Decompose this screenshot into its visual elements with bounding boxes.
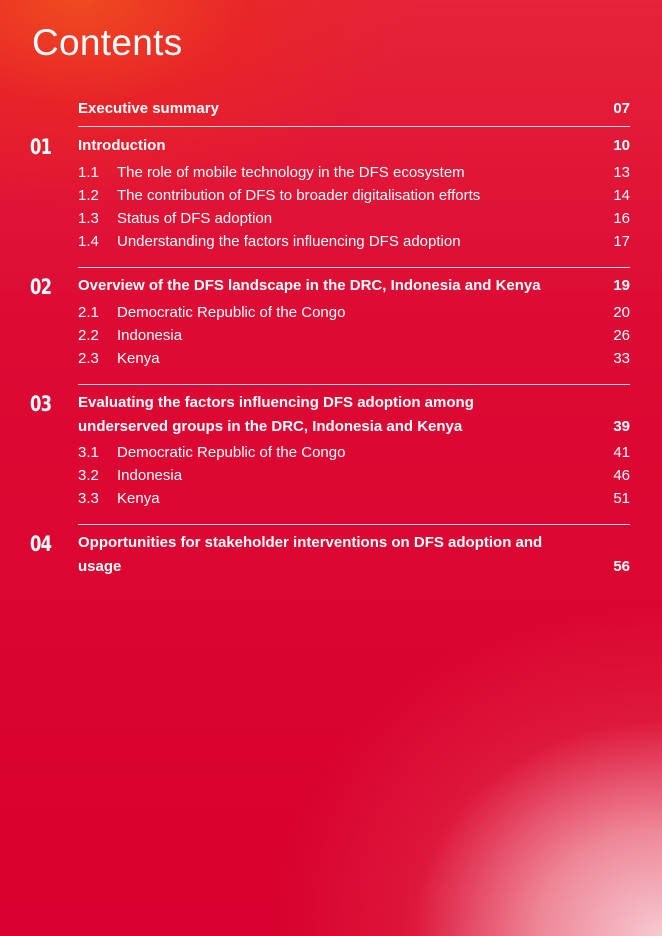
item-number: 2.2 <box>78 327 99 344</box>
page-title: Contents <box>32 22 183 63</box>
item-number: 1.3 <box>78 210 99 227</box>
item-number: 1.2 <box>78 187 99 204</box>
toc-section-heading[interactable] <box>78 391 630 439</box>
toc-item[interactable] <box>78 327 630 350</box>
section-page: 39 <box>613 418 630 435</box>
item-number: 2.1 <box>78 304 99 321</box>
toc-item[interactable] <box>78 467 630 490</box>
item-title: Indonesia <box>117 467 183 484</box>
divider <box>78 384 630 385</box>
toc-item[interactable] <box>78 304 630 327</box>
item-number: 3.2 <box>78 467 99 484</box>
section-page: 10 <box>613 137 630 154</box>
toc-item[interactable] <box>78 233 630 256</box>
divider <box>78 267 630 268</box>
item-number: 1.4 <box>78 233 99 250</box>
toc-section-heading[interactable] <box>78 274 630 298</box>
entry-page: 07 <box>613 100 630 117</box>
item-page: 33 <box>613 350 630 367</box>
section-title: Evaluating the factors influencing DFS adoption among underserved groups in the DRC, Indonesia and Kenya <box>78 394 474 435</box>
item-number: 3.1 <box>78 444 99 461</box>
item-number: 2.3 <box>78 350 99 367</box>
item-page: 17 <box>613 233 630 250</box>
item-title: Democratic Republic of the Congo <box>117 304 346 321</box>
toc-section-heading[interactable] <box>78 531 630 579</box>
toc-items-03 <box>78 444 630 513</box>
item-title: The contribution of DFS to broader digitalisation efforts <box>117 187 481 204</box>
toc-items-01 <box>78 164 630 256</box>
item-title: The role of mobile technology in the DFS ecosystem <box>117 164 465 181</box>
item-page: 20 <box>613 304 630 321</box>
entry-title: Executive summary <box>78 100 219 117</box>
item-page: 13 <box>613 164 630 181</box>
divider <box>78 524 630 525</box>
section-number: 02 <box>30 275 52 299</box>
section-title: Introduction <box>78 137 166 154</box>
item-page: 26 <box>613 327 630 344</box>
toc-item[interactable] <box>78 444 630 467</box>
toc-item[interactable] <box>78 187 630 210</box>
item-page: 41 <box>613 444 630 461</box>
toc-item[interactable] <box>78 350 630 373</box>
toc-item[interactable] <box>78 164 630 187</box>
item-title: Indonesia <box>117 327 183 344</box>
section-title: Opportunities for stakeholder interventions on DFS adoption and usage <box>78 534 543 575</box>
item-page: 14 <box>613 187 630 204</box>
item-title: Kenya <box>117 350 160 367</box>
item-page: 46 <box>613 467 630 484</box>
section-page: 56 <box>613 558 630 575</box>
item-number: 3.3 <box>78 490 99 507</box>
section-number: 01 <box>30 135 52 159</box>
item-title: Understanding the factors influencing DFS adoption <box>117 233 461 250</box>
item-title: Kenya <box>117 490 160 507</box>
toc-items-02 <box>78 304 630 373</box>
section-number: 03 <box>30 392 52 416</box>
item-title: Democratic Republic of the Congo <box>117 444 346 461</box>
toc-section-heading[interactable] <box>78 134 630 158</box>
section-title: Overview of the DFS landscape in the DRC, Indonesia and Kenya <box>78 277 541 294</box>
toc-entry-executive-summary[interactable] <box>78 100 630 127</box>
item-page: 51 <box>613 490 630 507</box>
toc-item[interactable] <box>78 210 630 233</box>
section-page: 19 <box>613 277 630 294</box>
item-title: Status of DFS adoption <box>117 210 273 227</box>
item-number: 1.1 <box>78 164 99 181</box>
toc-item[interactable] <box>78 490 630 513</box>
section-number: 04 <box>30 532 52 556</box>
item-page: 16 <box>613 210 630 227</box>
